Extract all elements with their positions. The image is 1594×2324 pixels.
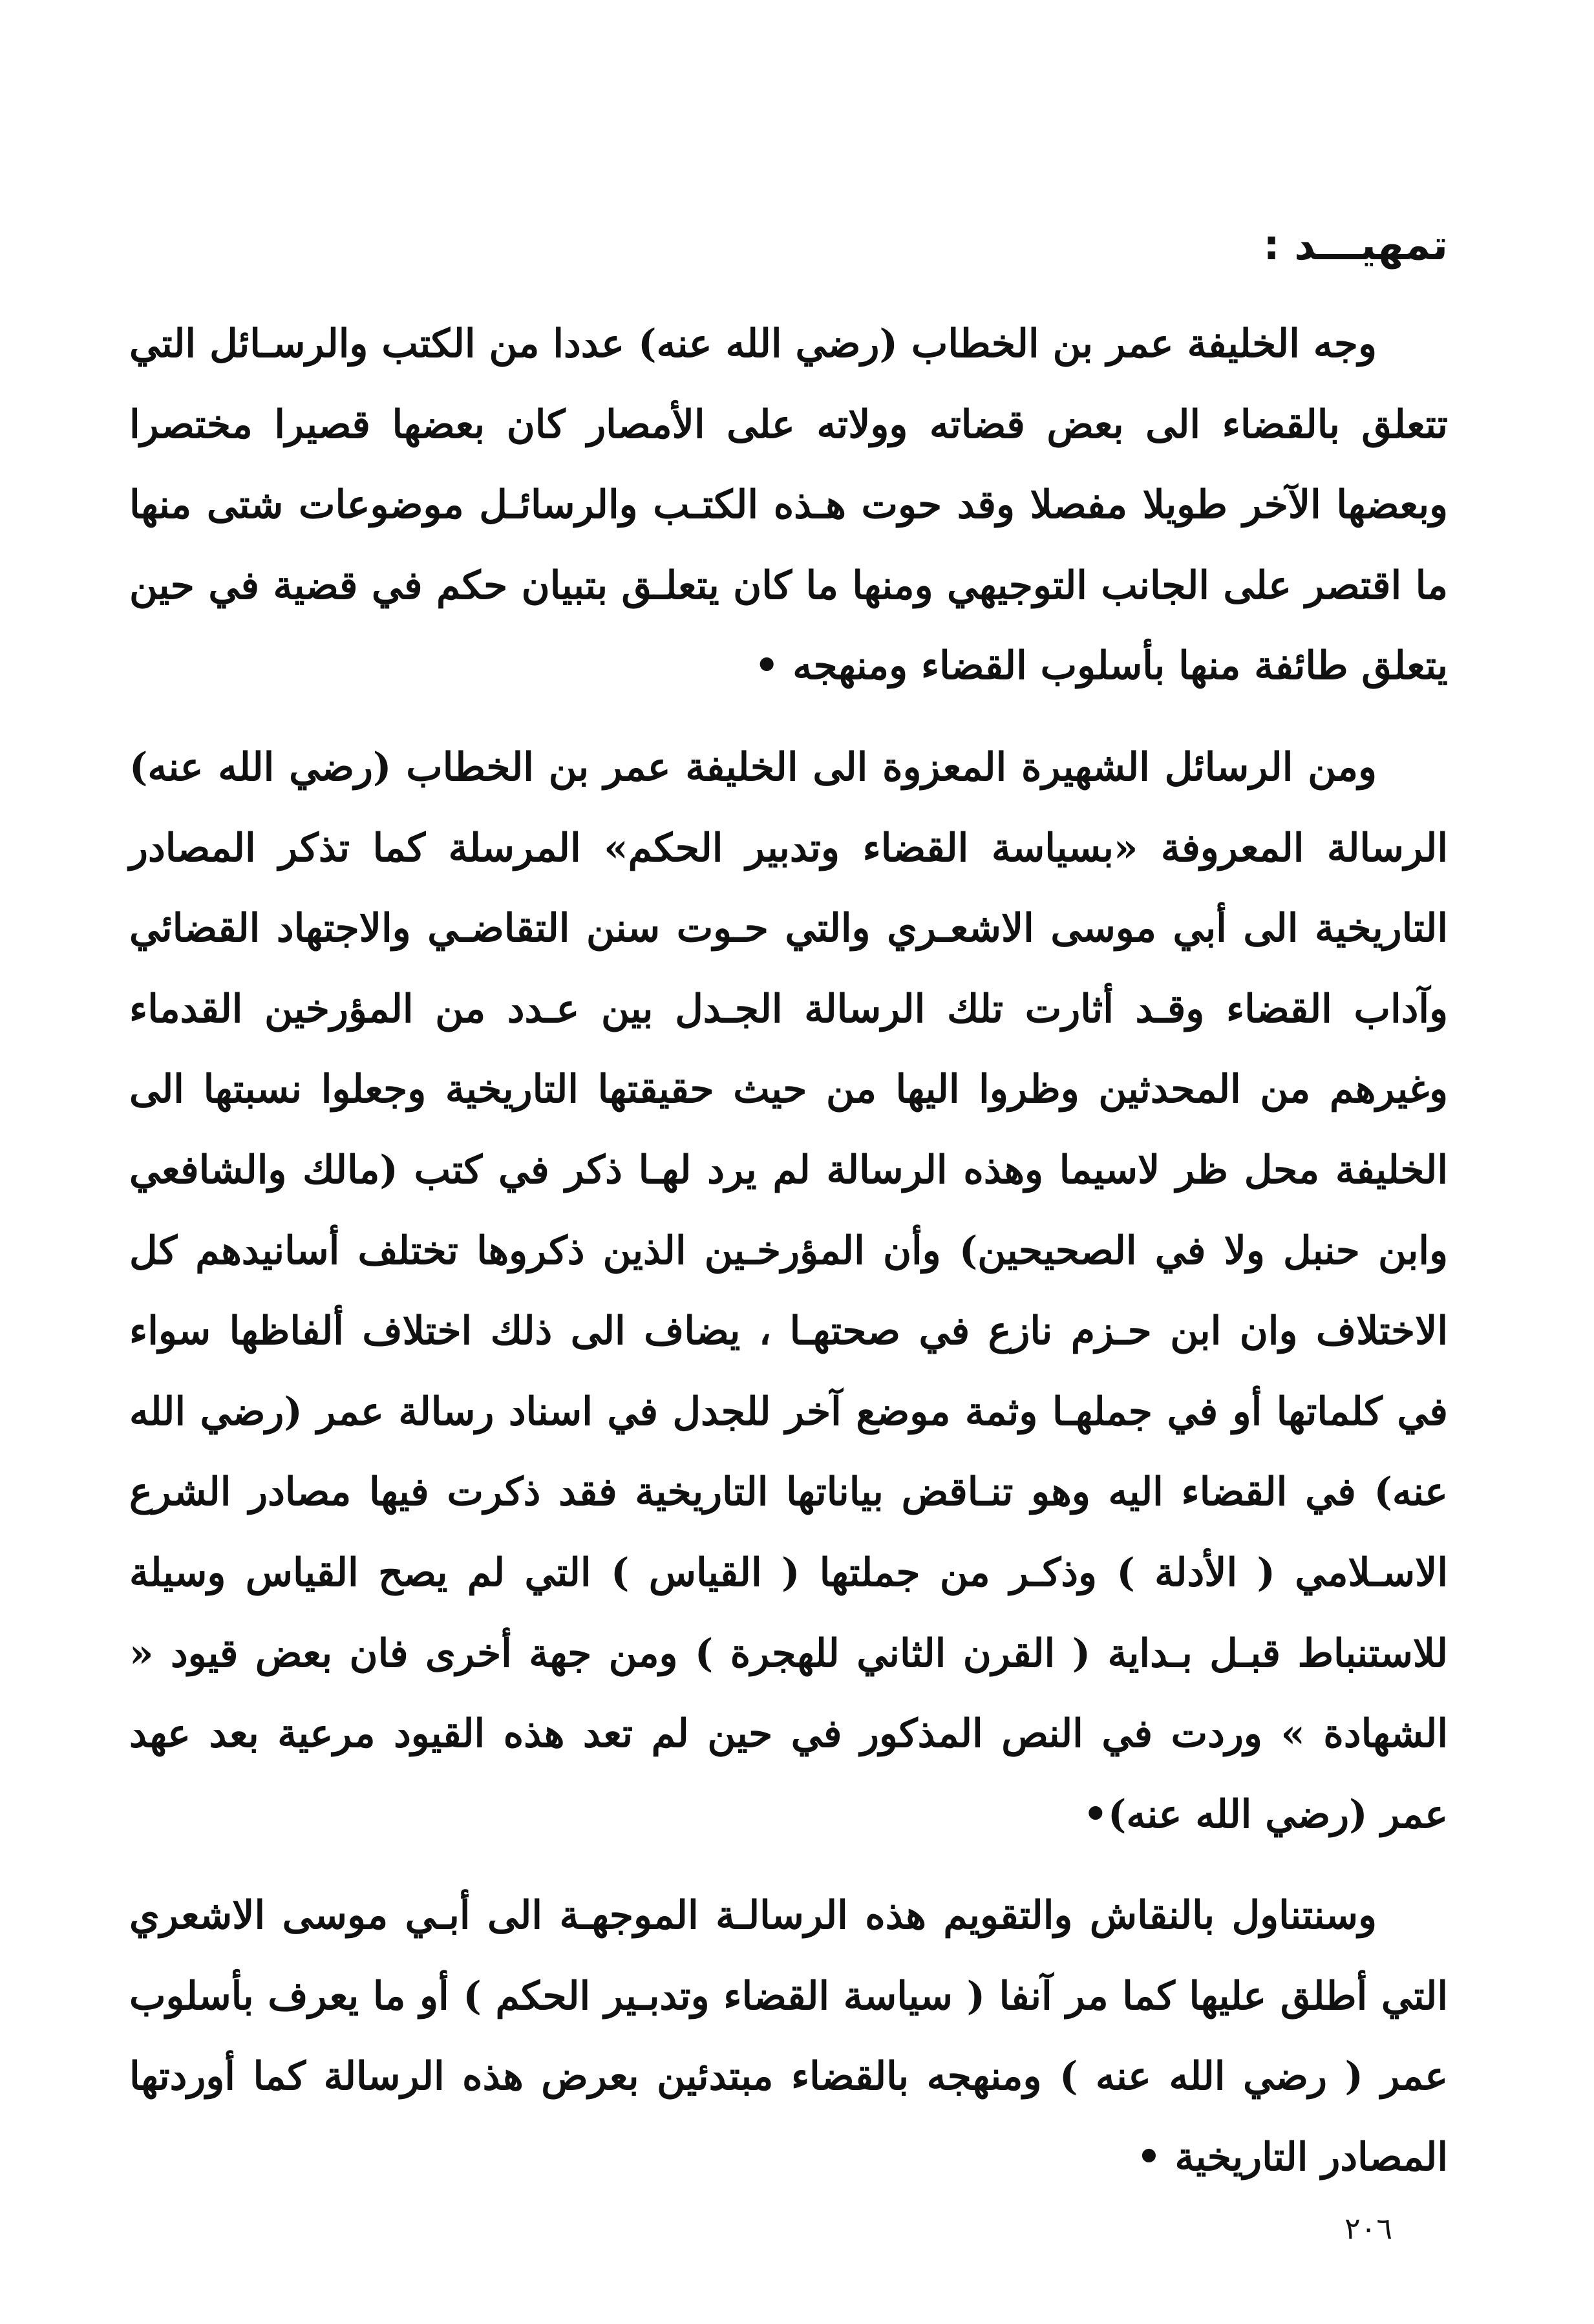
paragraph-3: وسنتناول بالنقاش والتقويم هذه الرسالـة الموجهـة الى أبـي موسى الاشعري التي أطلق عليها كما مر آنفا ( سياسة القضاء وتدبـير الحكم ) أو ما يعرف بأسلوب عمر ( رضي الله عنه ) ومنهجه بالقضاء مبتدئين بعرض هذه الرسالة كما أوردتها المصادر التاريخية • <box>129 1893 1448 2180</box>
paragraph-1: وجه الخليفة عمر بن الخطاب (رضي الله عنه) عددا من الكتب والرسـائل التي تتعلق بالقضاء الى بعض قضاته وولاته على الأمصار كان بعضها قصيرا مختصرا وبعضها الآخر طويلا مفصلا وقد حوت هـذه الكتـب والرسائـل موضوعات شتى منها ما اقتصر على الجانب التوجيهي ومنها ما كان يتعلـق بتبيان حكم في قضية في حين يتعلق طائفة منها بأسلوب القضاء ومنهجه • <box>129 321 1448 689</box>
page-number: ٢٠٦ <box>1344 2211 1393 2246</box>
paragraph-2: ومن الرسائل الشهيرة المعزوة الى الخليفة عمر بن الخطاب (رضي الله عنه) الرسالة المعروفة «بسياسة القضاء وتدبير الحكم» المرسلة كما تذكر المصادر التاريخية الى أبي موسى الاشعـري والتي حـوت سنن التقاضـي والاجتهاد القضائي وآداب القضاء وقـد أثارت تلك الرسالة الجـدل بين عـدد من المؤرخين القدماء وغيرهم من المحدثين وظروا اليها من حيث حقيقتها التاريخية وجعلوا نسبتها الى الخليفة محل ظر لاسيما وهذه الرسالة لم يرد لهـا ذكر في كتب (مالك والشافعي وابن حنبل ولا في الصحيحين) وأن المؤرخـين الذين ذكروها تختلف أسانيدهم كل الاختلاف وان ابن حـزم نازع في صحتهـا ، يضاف الى ذلك اختلاف ألفاظها سواء في كلماتها أو في جملهـا وثمة موضع آخر للجدل في اسناد رسالة عمر (رضي الله عنه) في القضاء اليه وهو تنـاقض بياناتها التاريخية فقد ذكرت فيها مصادر الشرع الاسـلامي ( الأدلة ) وذكـر من جملتها ( القياس ) التي لم يصح القياس وسيلة للاستنباط قبـل بـداية ( القرن الثاني للهجرة ) ومن جهة أخرى فان بعض قيود « الشهادة » وردت في النص المذكور في حين لم تعد هذه القيود مرعية بعد عهد عمر (رضي الله عنه)• <box>129 744 1448 1837</box>
document-page <box>129 213 1448 2250</box>
section-heading: تمهيـــد : <box>1263 222 1448 270</box>
